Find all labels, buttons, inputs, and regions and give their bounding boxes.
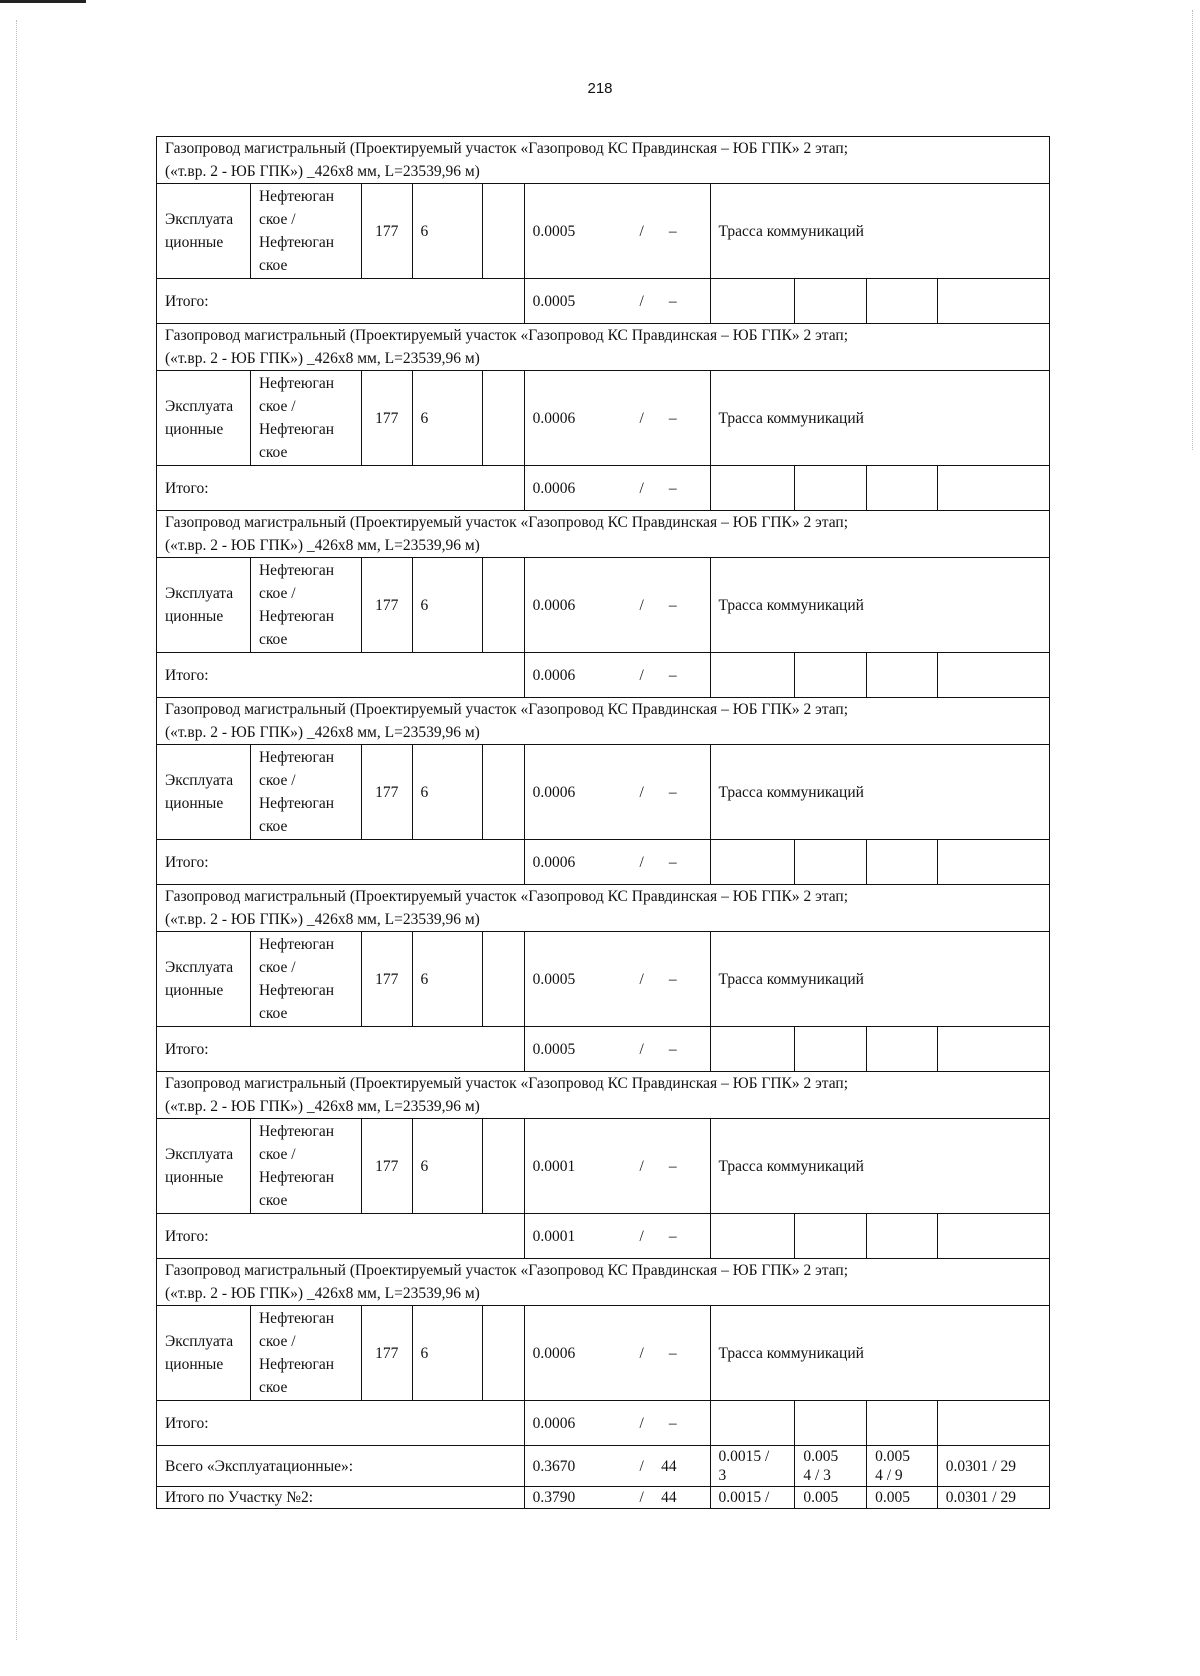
section-header-row	[157, 137, 1050, 184]
total-col7-line: 0.0015 /	[718, 1448, 770, 1465]
field-cell	[250, 745, 361, 840]
section-header-line2: («т.вр. 2 - ЮБ ГПК») _426х8 мм, L=23539,96 м)	[165, 724, 480, 741]
purpose-cell: Трасса коммуникаций	[710, 1306, 1049, 1401]
field-line: Нефтеюган	[258, 188, 335, 205]
itogo-row	[157, 840, 1050, 885]
final-row	[157, 1487, 1050, 1509]
purpose-cell: Трасса коммуникаций	[710, 371, 1049, 466]
section-header-line2: («т.вр. 2 - ЮБ ГПК») _426х8 мм, L=23539,96 м)	[165, 350, 480, 367]
page-number: 218	[587, 80, 613, 97]
col4-cell: 6	[412, 371, 483, 466]
purpose-cell: Трасса коммуникаций	[710, 558, 1049, 653]
field-line: ское	[258, 257, 288, 274]
total-col9-line: 4 / 9	[875, 1467, 903, 1484]
col3-cell: 177	[362, 371, 413, 466]
itogo-row	[157, 653, 1050, 698]
section-header	[157, 137, 1050, 184]
category-cell	[157, 745, 251, 840]
field-line: ское	[258, 1192, 288, 1209]
total-area-cell	[524, 1446, 710, 1487]
field-line: Нефтеюган	[258, 234, 335, 251]
category-cell	[157, 1119, 251, 1214]
empty-cell	[937, 279, 1049, 324]
dash: –	[668, 1157, 677, 1175]
section-header	[157, 324, 1050, 371]
empty-cell	[483, 558, 524, 653]
land-plots-table	[156, 136, 1050, 1509]
col3-cell: 177	[362, 932, 413, 1027]
itogo-area-cell	[524, 1401, 710, 1446]
itogo-label: Итого:	[157, 653, 525, 698]
section-header-line2: («т.вр. 2 - ЮБ ГПК») _426х8 мм, L=23539,96 м)	[165, 163, 480, 180]
col3-cell: 177	[362, 745, 413, 840]
slash: /	[639, 292, 644, 310]
total-col9-line: 0.005	[875, 1448, 910, 1465]
col4-cell: 6	[412, 745, 483, 840]
area-cell	[524, 184, 710, 279]
section-header	[157, 1072, 1050, 1119]
itogo-row	[157, 1027, 1050, 1072]
dash: –	[668, 1414, 677, 1432]
dash: –	[668, 222, 677, 240]
itogo-row	[157, 279, 1050, 324]
empty-cell	[795, 1401, 867, 1446]
slash: /	[639, 1344, 644, 1362]
itogo-label: Итого:	[157, 1214, 525, 1259]
section-header-row	[157, 324, 1050, 371]
empty-cell	[795, 279, 867, 324]
slash: /	[639, 1040, 644, 1058]
itogo-label: Итого:	[157, 840, 525, 885]
empty-cell	[710, 653, 795, 698]
section-header	[157, 1259, 1050, 1306]
total-col7-line: 3	[718, 1467, 727, 1484]
slash: /	[639, 596, 644, 614]
itogo-value: 0.0006	[532, 479, 576, 497]
final-value: 0.3790	[532, 1489, 576, 1506]
itogo-value: 0.0005	[532, 1040, 576, 1058]
dash: –	[668, 853, 677, 871]
itogo-row	[157, 466, 1050, 511]
field-line: Нефтеюган	[258, 1169, 335, 1186]
col4-cell: 6	[412, 184, 483, 279]
field-line: ское /	[258, 1146, 296, 1163]
final-count: 44	[661, 1489, 677, 1506]
itogo-label: Итого:	[157, 466, 525, 511]
dash: –	[668, 783, 677, 801]
section-detail-row	[157, 371, 1050, 466]
section-header-line1: Газопровод магистральный (Проектируемый участок «Газопровод КС Правдинская – ЮБ ГПК» 2 этап;	[165, 140, 849, 157]
col4-cell: 6	[412, 932, 483, 1027]
total-row	[157, 1446, 1050, 1487]
field-line: ское /	[258, 1333, 296, 1350]
category-line: Эксплуата	[165, 1333, 234, 1350]
field-line: ское /	[258, 772, 296, 789]
total-label: Всего «Эксплуатационные»:	[157, 1446, 525, 1487]
col4-cell: 6	[412, 1306, 483, 1401]
empty-cell	[483, 371, 524, 466]
empty-cell	[483, 1119, 524, 1214]
category-line: Эксплуата	[165, 1146, 234, 1163]
field-cell	[250, 371, 361, 466]
section-header-row	[157, 1072, 1050, 1119]
final-label: Итого по Участку №2:	[157, 1487, 525, 1509]
col3-cell: 177	[362, 184, 413, 279]
section-header-row	[157, 1259, 1050, 1306]
category-cell	[157, 371, 251, 466]
field-line: ское /	[258, 585, 296, 602]
itogo-area-cell	[524, 279, 710, 324]
dash: –	[668, 1344, 677, 1362]
empty-cell	[710, 840, 795, 885]
area-cell	[524, 932, 710, 1027]
section-header-line1: Газопровод магистральный (Проектируемый участок «Газопровод КС Правдинская – ЮБ ГПК» 2 этап;	[165, 701, 849, 718]
section-header	[157, 698, 1050, 745]
section-header-line1: Газопровод магистральный (Проектируемый участок «Газопровод КС Правдинская – ЮБ ГПК» 2 этап;	[165, 327, 849, 344]
empty-cell	[483, 184, 524, 279]
final-col10: 0.0301 / 29	[937, 1487, 1049, 1509]
purpose-cell: Трасса коммуникаций	[710, 1119, 1049, 1214]
field-line: Нефтеюган	[258, 375, 335, 392]
category-line: Эксплуата	[165, 398, 234, 415]
dash: –	[668, 596, 677, 614]
empty-cell	[795, 653, 867, 698]
empty-cell	[795, 466, 867, 511]
dash: –	[668, 292, 677, 310]
empty-cell	[937, 1214, 1049, 1259]
col4-cell: 6	[412, 1119, 483, 1214]
itogo-area-cell	[524, 1027, 710, 1072]
section-header-line2: («т.вр. 2 - ЮБ ГПК») _426х8 мм, L=23539,96 м)	[165, 1098, 480, 1115]
itogo-value: 0.0005	[532, 292, 576, 310]
itogo-value: 0.0006	[532, 666, 576, 684]
dash: –	[668, 970, 677, 988]
field-line: Нефтеюган	[258, 1123, 335, 1140]
field-line: Нефтеюган	[258, 795, 335, 812]
final-col8: 0.005	[795, 1487, 867, 1509]
section-detail-row	[157, 745, 1050, 840]
empty-cell	[867, 1027, 938, 1072]
category-line: Эксплуата	[165, 585, 234, 602]
empty-cell	[483, 745, 524, 840]
dash: –	[668, 666, 677, 684]
empty-cell	[710, 279, 795, 324]
field-cell	[250, 558, 361, 653]
empty-cell	[937, 466, 1049, 511]
scan-edge-right	[1192, 10, 1194, 450]
category-line: ционные	[165, 1169, 224, 1186]
section-header-line2: («т.вр. 2 - ЮБ ГПК») _426х8 мм, L=23539,96 м)	[165, 911, 480, 928]
category-line: ционные	[165, 234, 224, 251]
category-line: Эксплуата	[165, 211, 234, 228]
slash: /	[639, 1157, 644, 1175]
top-edge-mark	[0, 0, 86, 3]
slash: /	[639, 479, 644, 497]
section-header-row	[157, 511, 1050, 558]
category-cell	[157, 1306, 251, 1401]
section-detail-row	[157, 1119, 1050, 1214]
area-cell	[524, 558, 710, 653]
total-col8-line: 4 / 3	[803, 1467, 831, 1484]
dash: –	[668, 479, 677, 497]
category-line: ционные	[165, 608, 224, 625]
empty-cell	[795, 1214, 867, 1259]
empty-cell	[867, 1401, 938, 1446]
field-line: ское	[258, 1379, 288, 1396]
col4-cell: 6	[412, 558, 483, 653]
itogo-area-cell	[524, 466, 710, 511]
dash: –	[668, 409, 677, 427]
section-header-row	[157, 698, 1050, 745]
section-header	[157, 885, 1050, 932]
purpose-cell: Трасса коммуникаций	[710, 932, 1049, 1027]
section-detail-row	[157, 184, 1050, 279]
area-cell	[524, 745, 710, 840]
category-line: ционные	[165, 982, 224, 999]
slash: /	[639, 409, 644, 427]
col3-cell: 177	[362, 1119, 413, 1214]
slash: /	[639, 970, 644, 988]
itogo-label: Итого:	[157, 279, 525, 324]
section-header-line2: («т.вр. 2 - ЮБ ГПК») _426х8 мм, L=23539,96 м)	[165, 537, 480, 554]
section-header-line1: Газопровод магистральный (Проектируемый участок «Газопровод КС Правдинская – ЮБ ГПК» 2 этап;	[165, 888, 849, 905]
empty-cell	[937, 840, 1049, 885]
section-header-line2: («т.вр. 2 - ЮБ ГПК») _426х8 мм, L=23539,96 м)	[165, 1285, 480, 1302]
itogo-value: 0.0006	[532, 853, 576, 871]
section-header-line1: Газопровод магистральный (Проектируемый участок «Газопровод КС Правдинская – ЮБ ГПК» 2 этап;	[165, 514, 849, 531]
final-col9: 0.005	[867, 1487, 938, 1509]
itogo-label: Итого:	[157, 1401, 525, 1446]
field-line: ское	[258, 444, 288, 461]
field-line: Нефтеюган	[258, 749, 335, 766]
empty-cell	[867, 1214, 938, 1259]
total-col9	[867, 1446, 938, 1487]
field-line: Нефтеюган	[258, 1356, 335, 1373]
section-header-row	[157, 885, 1050, 932]
total-col8-line: 0.005	[803, 1448, 839, 1465]
total-col8	[795, 1446, 867, 1487]
itogo-area-cell	[524, 840, 710, 885]
area-cell	[524, 371, 710, 466]
empty-cell	[710, 1214, 795, 1259]
section-header-line1: Газопровод магистральный (Проектируемый участок «Газопровод КС Правдинская – ЮБ ГПК» 2 этап;	[165, 1075, 849, 1092]
empty-cell	[867, 466, 938, 511]
field-line: Нефтеюган	[258, 982, 335, 999]
category-line: ционные	[165, 1356, 224, 1373]
dash: –	[668, 1227, 677, 1245]
area-value: 0.0005	[532, 970, 576, 988]
slash: /	[639, 222, 644, 240]
category-line: Эксплуата	[165, 772, 234, 789]
field-line: Нефтеюган	[258, 562, 335, 579]
category-cell	[157, 932, 251, 1027]
section-detail-row	[157, 558, 1050, 653]
empty-cell	[710, 1027, 795, 1072]
area-value: 0.0005	[532, 222, 576, 240]
area-cell	[524, 1306, 710, 1401]
purpose-cell: Трасса коммуникаций	[710, 184, 1049, 279]
field-line: ское	[258, 631, 288, 648]
itogo-value: 0.0006	[532, 1414, 576, 1432]
category-line: ционные	[165, 795, 224, 812]
empty-cell	[483, 932, 524, 1027]
total-col10: 0.0301 / 29	[937, 1446, 1049, 1487]
itogo-value: 0.0001	[532, 1227, 576, 1245]
slash: /	[639, 1227, 644, 1245]
empty-cell	[867, 653, 938, 698]
slash: /	[639, 1414, 644, 1432]
category-line: ционные	[165, 421, 224, 438]
empty-cell	[937, 1027, 1049, 1072]
total-count: 44	[661, 1457, 677, 1475]
empty-cell	[867, 279, 938, 324]
field-line: Нефтеюган	[258, 608, 335, 625]
itogo-row	[157, 1401, 1050, 1446]
col3-cell: 177	[362, 558, 413, 653]
scan-edge-left	[16, 20, 18, 1640]
field-line: ское /	[258, 211, 296, 228]
final-area-cell	[524, 1487, 710, 1509]
area-cell	[524, 1119, 710, 1214]
empty-cell	[795, 840, 867, 885]
empty-cell	[710, 1401, 795, 1446]
category-line: Эксплуата	[165, 959, 234, 976]
total-value: 0.3670	[532, 1457, 576, 1475]
section-header-line1: Газопровод магистральный (Проектируемый участок «Газопровод КС Правдинская – ЮБ ГПК» 2 этап;	[165, 1262, 849, 1279]
field-line: ское	[258, 1005, 288, 1022]
slash: /	[639, 1457, 644, 1475]
itogo-area-cell	[524, 653, 710, 698]
itogo-label: Итого:	[157, 1027, 525, 1072]
total-col7	[710, 1446, 795, 1487]
area-value: 0.0001	[532, 1157, 576, 1175]
area-value: 0.0006	[532, 783, 576, 801]
slash: /	[639, 666, 644, 684]
field-line: ское /	[258, 959, 296, 976]
final-col7: 0.0015 /	[710, 1487, 795, 1509]
section-header	[157, 511, 1050, 558]
field-line: Нефтеюган	[258, 936, 335, 953]
area-value: 0.0006	[532, 1344, 576, 1362]
category-cell	[157, 558, 251, 653]
empty-cell	[795, 1027, 867, 1072]
itogo-row	[157, 1214, 1050, 1259]
field-cell	[250, 1306, 361, 1401]
purpose-cell: Трасса коммуникаций	[710, 745, 1049, 840]
field-cell	[250, 932, 361, 1027]
dash: –	[668, 1040, 677, 1058]
slash: /	[639, 783, 644, 801]
area-value: 0.0006	[532, 596, 576, 614]
col3-cell: 177	[362, 1306, 413, 1401]
area-value: 0.0006	[532, 409, 576, 427]
section-detail-row	[157, 1306, 1050, 1401]
empty-cell	[937, 653, 1049, 698]
field-line: ское /	[258, 398, 296, 415]
field-cell	[250, 184, 361, 279]
empty-cell	[710, 466, 795, 511]
field-cell	[250, 1119, 361, 1214]
empty-cell	[937, 1401, 1049, 1446]
category-cell	[157, 184, 251, 279]
field-line: Нефтеюган	[258, 421, 335, 438]
slash: /	[639, 1489, 644, 1506]
empty-cell	[483, 1306, 524, 1401]
field-line: Нефтеюган	[258, 1310, 335, 1327]
itogo-area-cell	[524, 1214, 710, 1259]
section-detail-row	[157, 932, 1050, 1027]
empty-cell	[867, 840, 938, 885]
field-line: ское	[258, 818, 288, 835]
slash: /	[639, 853, 644, 871]
